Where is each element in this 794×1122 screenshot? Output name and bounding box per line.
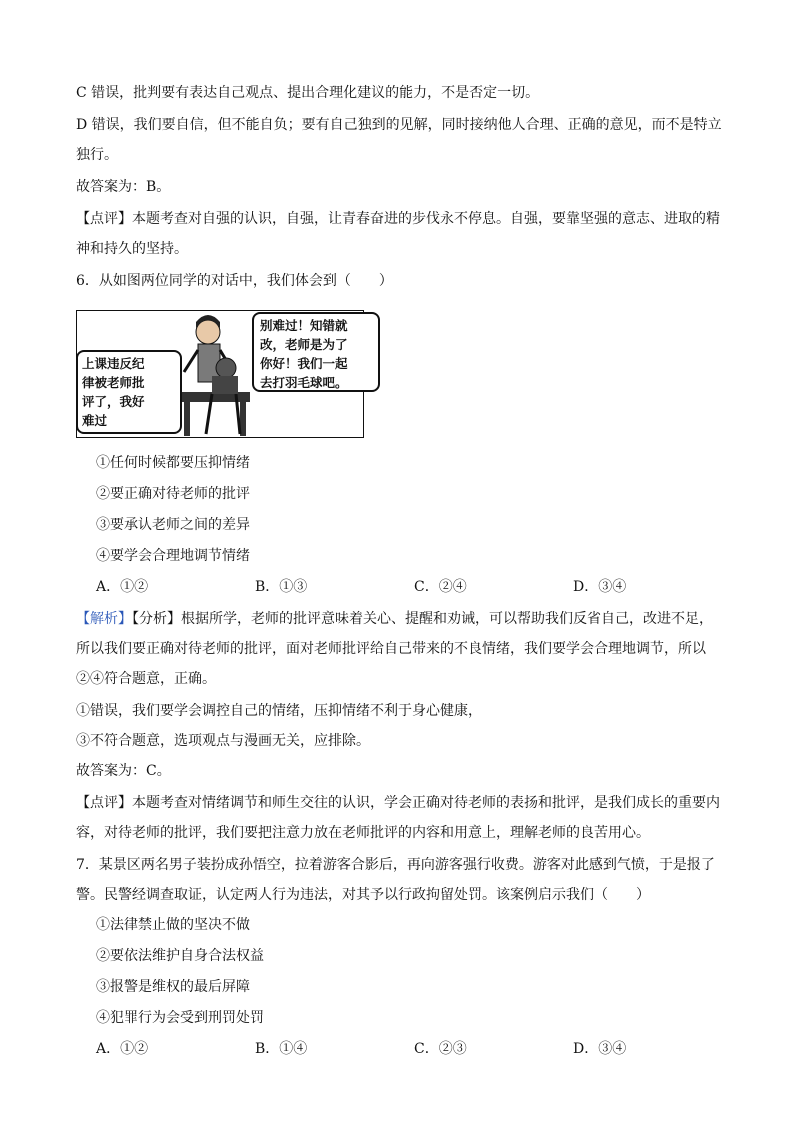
right-bubble-line: 改，老师是为了: [260, 337, 348, 352]
q6-comment-2: 容，对待老师的批评，我们要把注意力放在老师批评的内容和用意上，理解老师的良苦用心。: [76, 825, 650, 841]
q6-option-3: ③要承认老师之间的差异: [96, 517, 250, 533]
prev-comment-1: [76, 204, 766, 234]
right-bubble-line: 别难过！知错就: [260, 318, 348, 333]
cartoon-figure: [76, 310, 364, 438]
prev-answer: 故答案为：B。: [76, 179, 171, 195]
q6-choice-a: A．①②: [96, 579, 149, 595]
q7-option-1: ①法律禁止做的坚决不做: [96, 917, 250, 933]
left-bubble-line: 难过: [82, 413, 108, 428]
right-bubble-line: 你好！我们一起: [260, 356, 348, 371]
prev-comment-2: 神和持久的坚持。: [76, 241, 188, 257]
q7-option-2: ②要依法维护自身合法权益: [96, 948, 264, 964]
q7-choice-c: C．②③: [414, 1041, 467, 1057]
document-page: [76, 78, 766, 1065]
q6-choice-b: B．①③: [255, 579, 308, 595]
question-7-stem-2: 警。民警经调查取证，认定两人行为违法，对其予以行政拘留处罚。该案例启示我们（ ）: [76, 887, 650, 903]
q7-choice-a: A．①②: [96, 1041, 149, 1057]
comment-tag: 【点评】: [76, 795, 132, 811]
q6-choice-d: D．③④: [573, 579, 627, 595]
q6-answer: 故答案为：C。: [76, 763, 171, 779]
q6-comment-1: [76, 788, 766, 818]
q6-reason-1: ①错误，我们要学会调控自己的情绪，压抑情绪不利于身心健康，: [76, 703, 482, 719]
q7-choice-d: D．③④: [573, 1041, 627, 1057]
q6-analysis-1: [76, 604, 766, 634]
q6-reason-2: ③不符合题意，选项观点与漫画无关，应排除。: [76, 733, 370, 749]
q6-option-2: ②要正确对待老师的批评: [96, 486, 250, 502]
q6-choices: [76, 572, 766, 603]
q7-choice-b: B．①④: [255, 1041, 308, 1057]
q6-option-4: ④要学会合理地调节情绪: [96, 548, 250, 564]
left-bubble-line: 上课违反纪: [82, 356, 145, 371]
question-7-stem-1: 7．某景区两名男子装扮成孙悟空，拉着游客合影后，再向游客强行收费。游客对此感到气愤，于是报了: [76, 857, 715, 873]
left-speech-bubble: [76, 350, 182, 434]
left-bubble-line: 律被老师批: [82, 375, 145, 390]
analysis-tag: 【解析】: [76, 611, 132, 627]
prev-option-d-explanation-2: 独行。: [76, 147, 118, 163]
right-speech-bubble: [252, 312, 380, 392]
q7-choices: [76, 1034, 766, 1065]
q7-option-4: ④犯罪行为会受到刑罚处罚: [96, 1010, 264, 1026]
prev-option-d-explanation-1: D 错误，我们要自信，但不能自负；要有自己独到的见解，同时接纳他人合理、正确的意见，而不是特立: [76, 117, 722, 133]
comment-text: 本题考查对自强的认识，自强，让青春奋进的步伐永不停息。自强，要靠坚强的意志、进取的精: [132, 211, 720, 227]
q6-analysis-2: 所以我们要正确对待老师的批评，面对老师批评给自己带来的不良情绪，我们要学会合理地调节，所以: [76, 641, 706, 657]
prev-option-c-explanation: C 错误，批判要有表达自己观点、提出合理化建议的能力，不是否定一切。: [76, 85, 540, 101]
q7-option-3: ③报警是维权的最后屏障: [96, 979, 250, 995]
comment-text: 本题考查对情绪调节和师生交往的认识，学会正确对待老师的表扬和批评，是我们成长的重要内: [132, 795, 720, 811]
q6-option-1: ①任何时候都要压抑情绪: [96, 455, 250, 471]
q6-choice-c: C．②④: [414, 579, 467, 595]
comment-tag: 【点评】: [76, 211, 132, 227]
right-bubble-line: 去打羽毛球吧。: [260, 375, 348, 390]
question-6-stem: 6．从如图两位同学的对话中，我们体会到（ ）: [76, 273, 393, 289]
analysis-text: 【分析】根据所学，老师的批评意味着关心、提醒和劝诫，可以帮助我们反省自己，改进不足，: [132, 611, 713, 627]
left-bubble-line: 评了，我好: [82, 394, 145, 409]
q6-analysis-3: ②④符合题意，正确。: [76, 671, 216, 687]
